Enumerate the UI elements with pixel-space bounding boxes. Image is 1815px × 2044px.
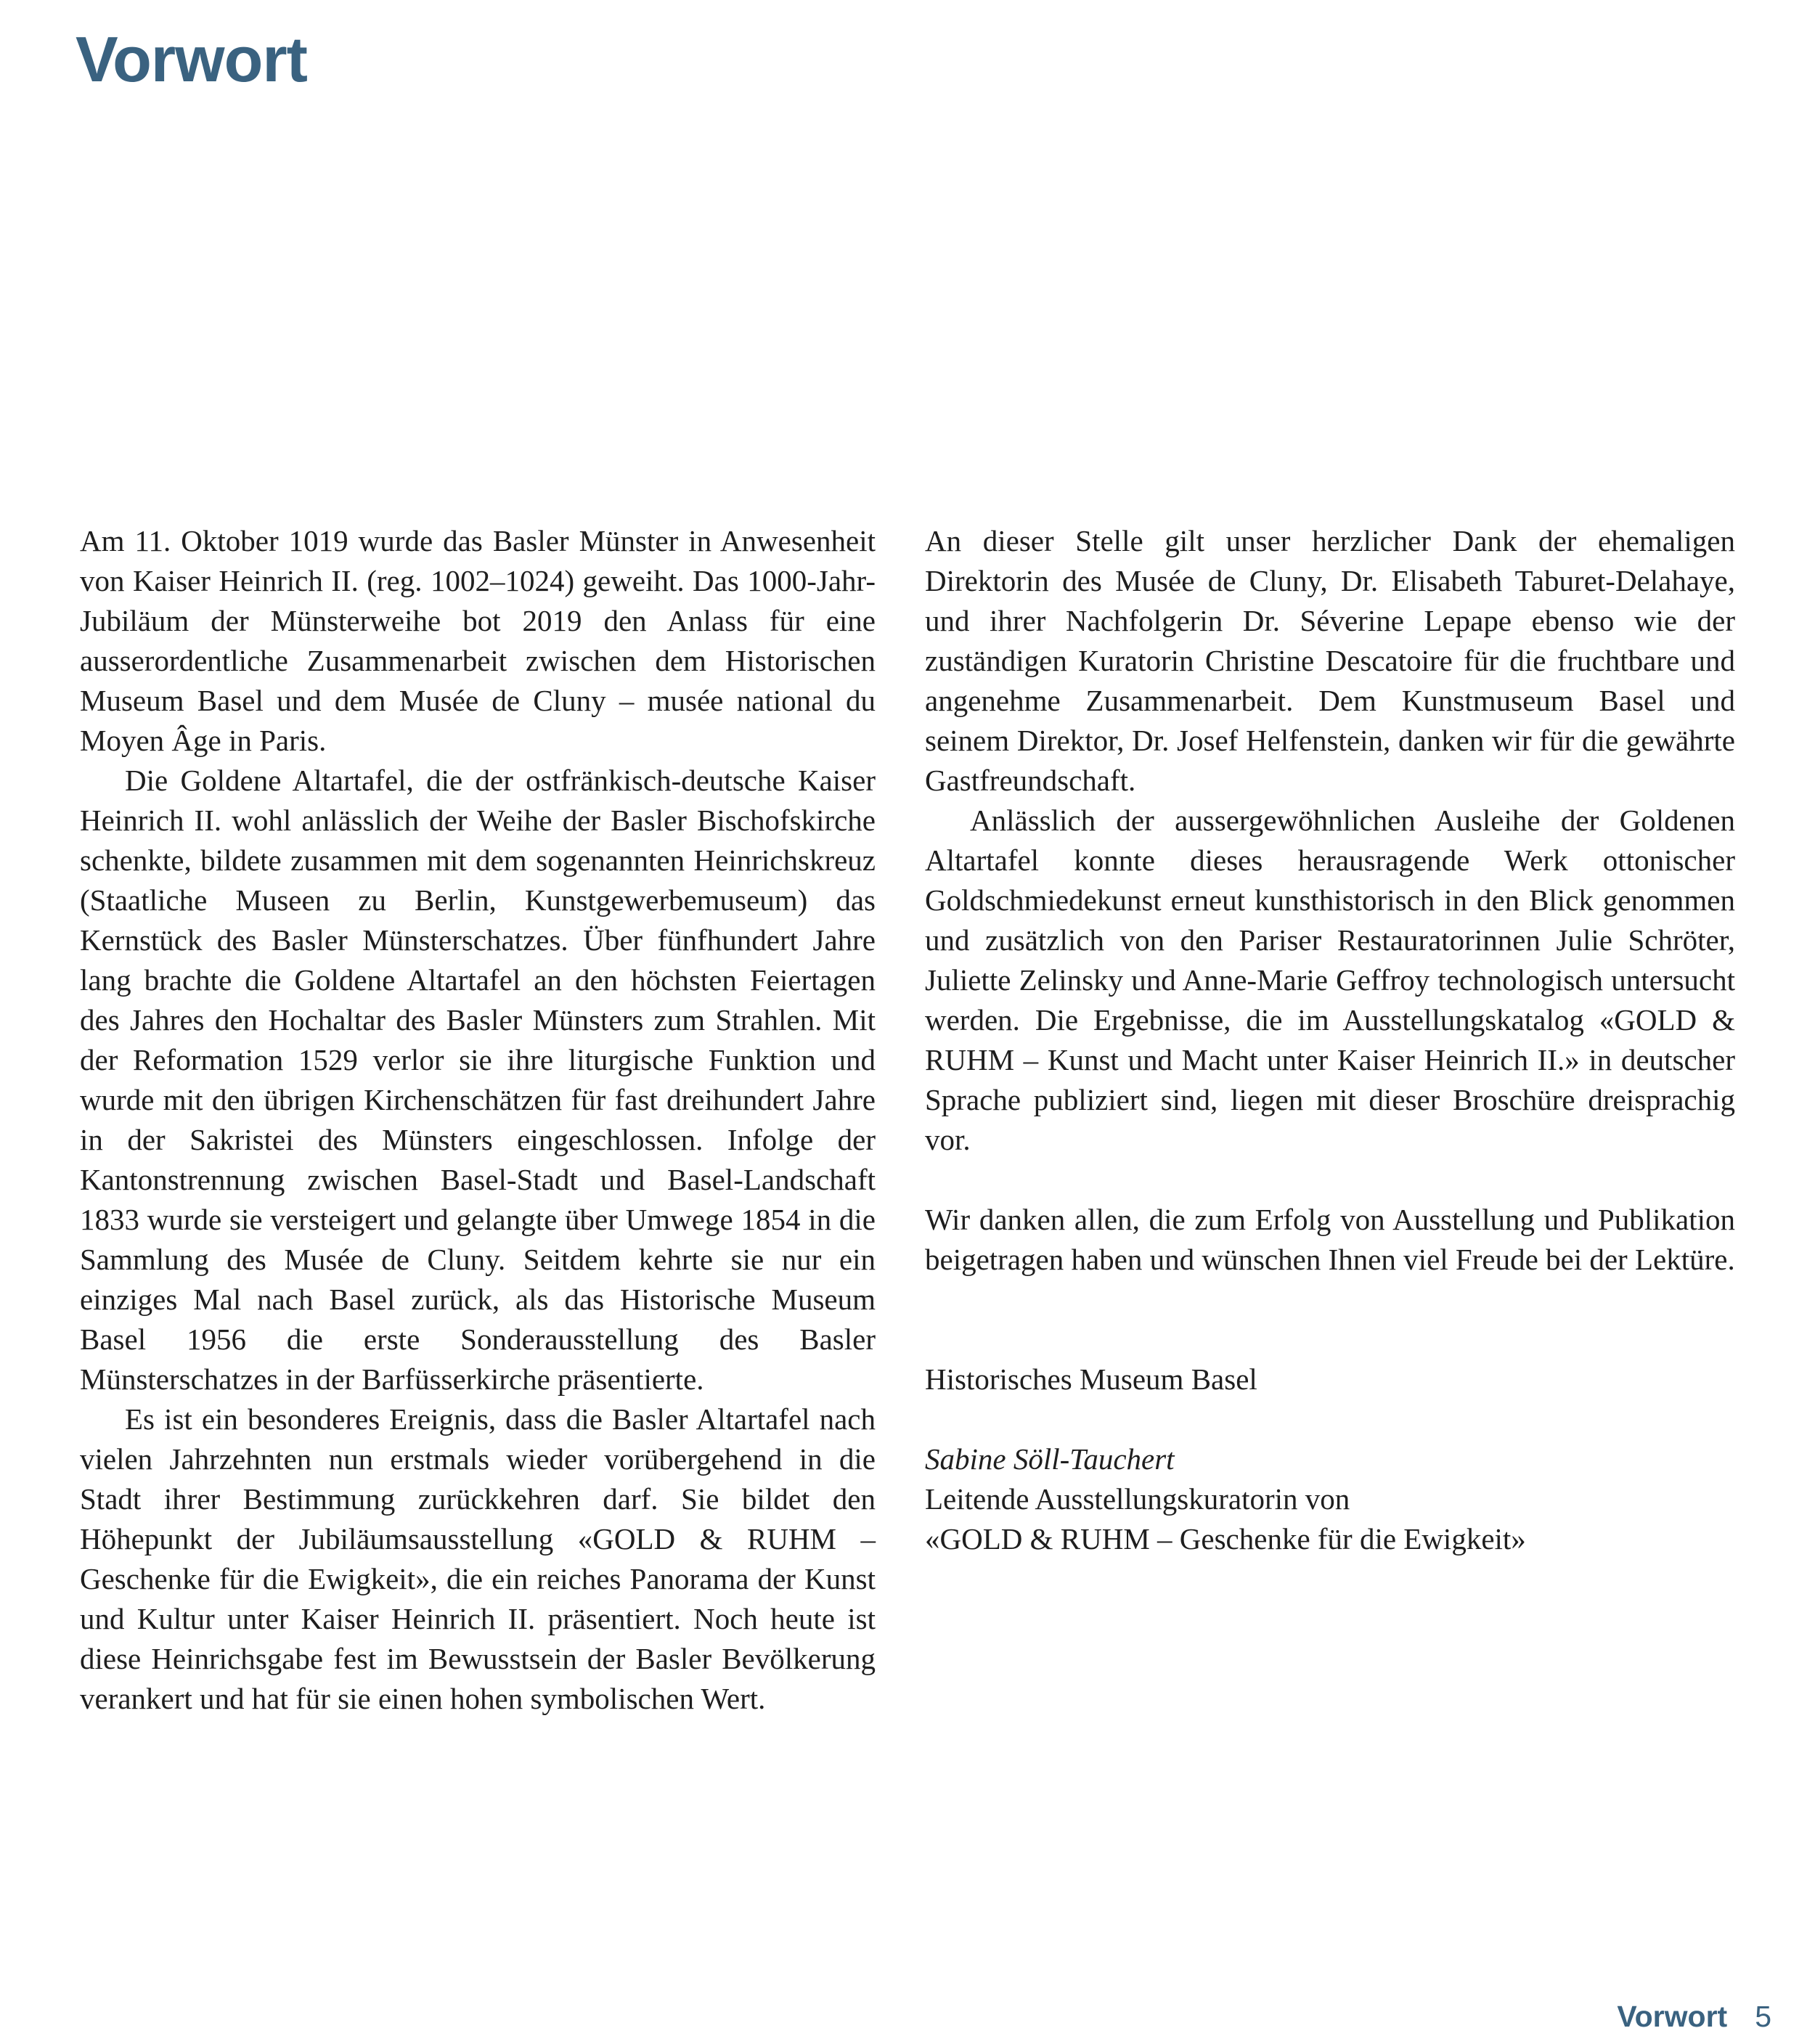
right-column xyxy=(925,521,1735,1559)
page-footer xyxy=(1617,2000,1771,2032)
paragraph-special-event: Es ist ein besonderes Ereignis, dass die Basler Altartafel nach vielen Jahrzehnten nun erstmals wieder vorübergehend in die Stadt ihrer Bestimmung zurückkehren darf. Sie bildet den Höhepunkt der Jubiläumsausstellung «GOLD & RUHM – Geschenke für die Ewigkeit», die ein reiches Panorama der Kunst und Kultur unter Kaiser Heinrich II. präsentiert. Noch heute ist diese Heinrichsgabe fest im Bewusstsein der Basler Bevölkerung verankert und hat für sie einen hohen symbolischen Wert. xyxy=(80,1402,876,1715)
signature-name: Sabine Söll-Tauchert xyxy=(925,1442,1175,1476)
paragraph-consecration: Am 11. Oktober 1019 wurde das Basler Münster in Anwesenheit von Kaiser Heinrich II. (reg. 1002–1024) geweiht. Das 1000-Jahr-Jubiläum der Münsterweihe bot 2019 den Anlass für eine ausserordentliche Zusammenarbeit zwischen dem Historischen Museum Basel und dem Musée de Cluny – musée national du Moyen Âge in Paris. xyxy=(80,524,876,757)
signature-block xyxy=(925,1439,1735,1559)
paragraph-closing-thanks: Wir danken allen, die zum Erfolg von Ausstellung und Publikation beigetragen haben und wünschen Ihnen viel Freude bei der Lektüre. xyxy=(925,1203,1735,1276)
institution-name: Historisches Museum Basel xyxy=(925,1362,1257,1396)
page-title: Vorwort xyxy=(76,23,307,95)
signature-exhibition-title: «GOLD & RUHM – Geschenke für die Ewigkeit» xyxy=(925,1522,1526,1556)
left-column xyxy=(80,521,876,1719)
paragraph-altartafel-history: Die Goldene Altartafel, die der ostfränkisch-deutsche Kaiser Heinrich II. wohl anlässlich der Weihe der Basler Bischofskirche schenkte, bildete zusammen mit dem sogenannten Heinrichskreuz (Staatliche Museen zu Berlin, Kunstgewerbemuseum) das Kernstück des Basler Münsterschatzes. Über fünfhundert Jahre lang brachte die Goldene Altartafel an den höchsten Feiertagen des Jahres den Hochaltar des Basler Münsters zum Strahlen. Mit der Reformation 1529 verlor sie ihre liturgische Funktion und wurde mit den übrigen Kirchenschätzen für fast dreihundert Jahre in der Sakristei des Münsters eingeschlossen. Infolge der Kantonstrennung zwischen Basel-Stadt und Basel-Landschaft 1833 wurde sie versteigert und gelangte über Umwege 1854 in die Sammlung des Musée de Cluny. Seitdem kehrte sie nur ein einziges Mal nach Basel zurück, als das Historische Museum Basel 1956 die erste Sonderausstellung des Basler Münsterschatzes in der Barfüsserkirche präsentierte. xyxy=(80,764,876,1396)
signature-role: Leitende Ausstellungskuratorin von xyxy=(925,1482,1350,1516)
paragraph-loan-research: Anlässlich der aussergewöhnlichen Ausleihe der Goldenen Altartafel konnte dieses herausragende Werk ottonischer Goldschmiedekunst erneut kunsthistorisch in den Blick genommen und zusätzlich von den Pariser Restauratorinnen Julie Schröter, Juliette Zelinsky und Anne-Marie Geffroy technologisch untersucht werden. Die Ergebnisse, die im Ausstellungskatalog «GOLD & RUHM – Kunst und Macht unter Kaiser Heinrich II.» in deutscher Sprache publiziert sind, liegen mit dieser Broschüre dreisprachig vor. xyxy=(925,804,1735,1156)
footer-section-label: Vorwort xyxy=(1617,2000,1728,2033)
paragraph-acknowledgements: An dieser Stelle gilt unser herzlicher Dank der ehemaligen Direktorin des Musée de Cluny, Dr. Elisabeth Taburet-Delahaye, und ihrer Nachfolgerin Dr. Séverine Lepape ebenso wie der zuständigen Kuratorin Christine Descatoire für die fruchtbare und angenehme Zusammenarbeit. Dem Kunstmuseum Basel und seinem Direktor, Dr. Josef Helfenstein, danken wir für die gewährte Gastfreundschaft. xyxy=(925,524,1735,797)
footer-page-number: 5 xyxy=(1755,2000,1771,2033)
